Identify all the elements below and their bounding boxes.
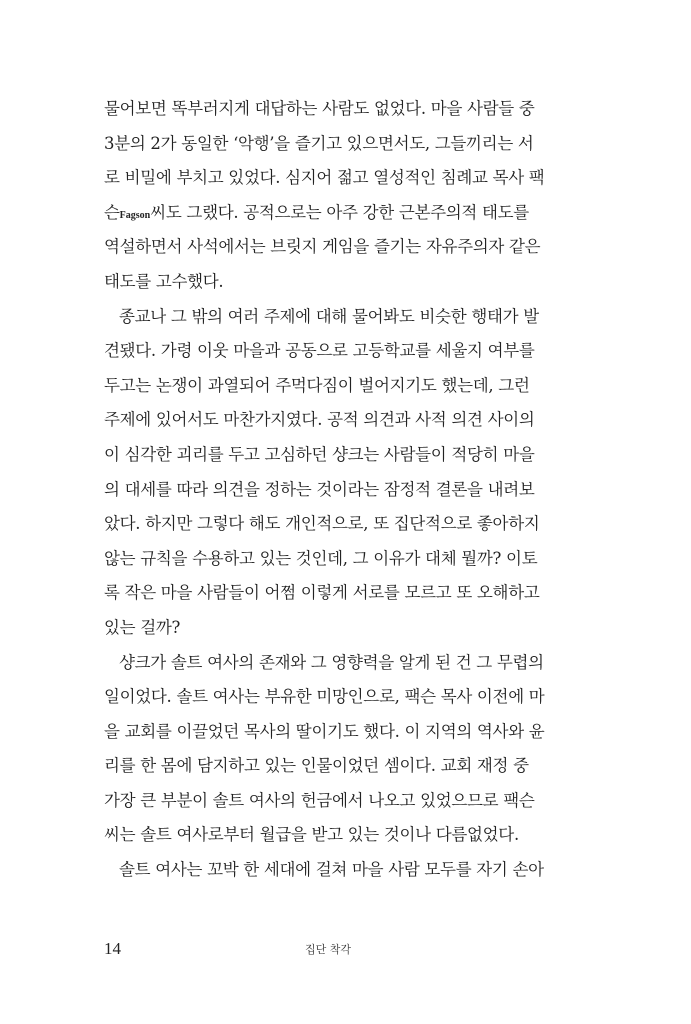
text-segment: 씨는 솔트 여사로부터 월급을 받고 있는 것이나 다름없었다. xyxy=(104,825,519,845)
text-segment: 태도를 고수했다. xyxy=(104,271,224,291)
text-line xyxy=(104,265,552,300)
body-text xyxy=(104,92,552,888)
text-segment: 역설하면서 사석에서는 브릿지 게임을 즐기는 자유주의자 같은 xyxy=(104,237,541,257)
text-segment: 의 대세를 따라 의견을 정하는 것이라는 잠정적 결론을 내려보 xyxy=(104,479,535,499)
text-line xyxy=(104,196,552,231)
text-line xyxy=(104,611,552,646)
text-line xyxy=(104,127,552,162)
paragraph xyxy=(104,92,552,300)
text-line xyxy=(104,403,552,438)
latin-annotation: Fagson xyxy=(119,209,151,221)
text-segment: 않는 규칙을 수용하고 있는 것인데, 그 이유가 대체 뭘까? 이토 xyxy=(104,548,538,568)
text-line xyxy=(104,473,552,508)
paragraph xyxy=(104,300,552,646)
text-segment: 두고는 논쟁이 과열되어 주먹다짐이 벌어지기도 했는데, 그런 xyxy=(104,375,530,395)
text-line xyxy=(104,438,552,473)
text-segment: 을 교회를 이끌었던 목사의 딸이기도 했다. 이 지역의 역사와 윤 xyxy=(104,721,545,741)
text-segment: 주제에 있어서도 마찬가지였다. 공적 의견과 사적 의견 사이의 xyxy=(104,410,535,430)
text-segment: 슨 xyxy=(104,202,120,222)
page-footer xyxy=(104,939,552,963)
text-segment: 종교나 그 밖의 여러 주제에 대해 물어봐도 비슷한 행태가 발 xyxy=(119,306,539,326)
text-segment: 이 심각한 괴리를 두고 고심하던 샹크는 사람들이 적당히 마을 xyxy=(104,444,535,464)
text-segment: 로 비밀에 부치고 있었다. 심지어 젊고 열성적인 침례교 목사 팩 xyxy=(104,168,545,188)
text-line xyxy=(104,818,552,853)
text-segment: 3분의 2가 동일한 ‘악행’을 즐기고 있으면서도, 그들끼리는 서 xyxy=(104,133,534,153)
text-segment: 았다. 하지만 그렇다 해도 개인적으로, 또 집단적으로 좋아하지 xyxy=(104,514,540,534)
text-line xyxy=(104,507,552,542)
text-line xyxy=(104,230,552,265)
text-line xyxy=(104,784,552,819)
text-segment: 일이었다. 솔트 여사는 부유한 미망인으로, 팩슨 목사 이전에 마 xyxy=(104,687,545,707)
text-segment: 씨도 그랬다. 공적으로는 아주 강한 근본주의적 태도를 xyxy=(150,202,529,222)
text-line xyxy=(104,161,552,196)
text-segment: 물어보면 똑부러지게 대답하는 사람도 없었다. 마을 사람들 중 xyxy=(104,99,535,118)
text-segment: 리를 한 몸에 담지하고 있는 인물이었던 셈이다. 교회 재정 중 xyxy=(104,756,529,776)
text-line xyxy=(104,92,552,127)
text-segment: 록 작은 마을 사람들이 어쩜 이렇게 서로를 모르고 또 오해하고 xyxy=(104,583,540,603)
paragraph xyxy=(104,646,552,854)
text-line xyxy=(104,749,552,784)
text-segment: 가장 큰 부분이 솔트 여사의 헌금에서 나오고 있었으므로 팩슨 xyxy=(104,790,535,810)
text-line xyxy=(104,715,552,750)
text-line xyxy=(104,646,552,681)
paragraph xyxy=(104,853,552,888)
text-line xyxy=(104,853,552,888)
text-line xyxy=(104,334,552,369)
text-segment: 샹크가 솔트 여사의 존재와 그 영향력을 알게 된 건 그 무렵의 xyxy=(119,652,544,672)
text-segment: 견됐다. 가령 이웃 마을과 공동으로 고등학교를 세울지 여부를 xyxy=(104,341,535,361)
text-segment: 있는 걸까? xyxy=(104,617,181,637)
text-segment: 솔트 여사는 꼬박 한 세대에 걸쳐 마을 사람 모두를 자기 손아 xyxy=(119,860,544,880)
text-line xyxy=(104,369,552,404)
running-title: 집단 착각 xyxy=(304,943,351,956)
text-line xyxy=(104,576,552,611)
text-line xyxy=(104,680,552,715)
text-line xyxy=(104,542,552,577)
page-number: 14 xyxy=(104,939,121,958)
text-line xyxy=(104,300,552,335)
